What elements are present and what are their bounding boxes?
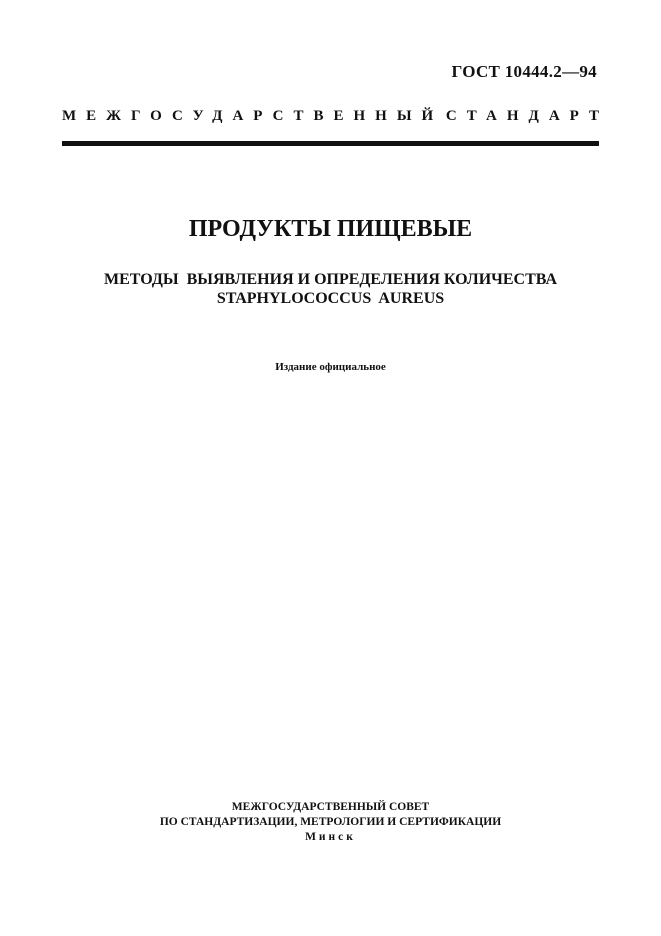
standard-type-right: СТАНДАРТ — [445, 107, 609, 124]
subtitle-line-1: МЕТОДЫ ВЫЯВЛЕНИЯ И ОПРЕДЕЛЕНИЯ КОЛИЧЕСТВА — [103, 271, 557, 288]
publisher-line-2: ПО СТАНДАРТИЗАЦИИ, МЕТРОЛОГИИ И СЕРТИФИКАЦИИ — [159, 816, 502, 828]
document-number: ГОСТ 10444.2—94 — [451, 62, 597, 81]
publisher-line-1: МЕЖГОСУДАРСТВЕННЫЙ СОВЕТ — [231, 801, 430, 813]
standard-type-heading — [62, 105, 609, 127]
header-rule — [62, 141, 599, 146]
publisher-city: Минск — [305, 831, 356, 843]
subtitle — [0, 270, 661, 308]
main-title: ПРОДУКТЫ ПИЩЕВЫЕ — [188, 216, 473, 242]
edition-label: Издание официальное — [275, 361, 386, 373]
standard-type-left: МЕЖГОСУДАРСТВЕННЫЙ — [62, 107, 444, 124]
publisher-block — [0, 800, 661, 845]
subtitle-line-2: STAPHYLOCOCCUS AUREUS — [216, 290, 445, 307]
